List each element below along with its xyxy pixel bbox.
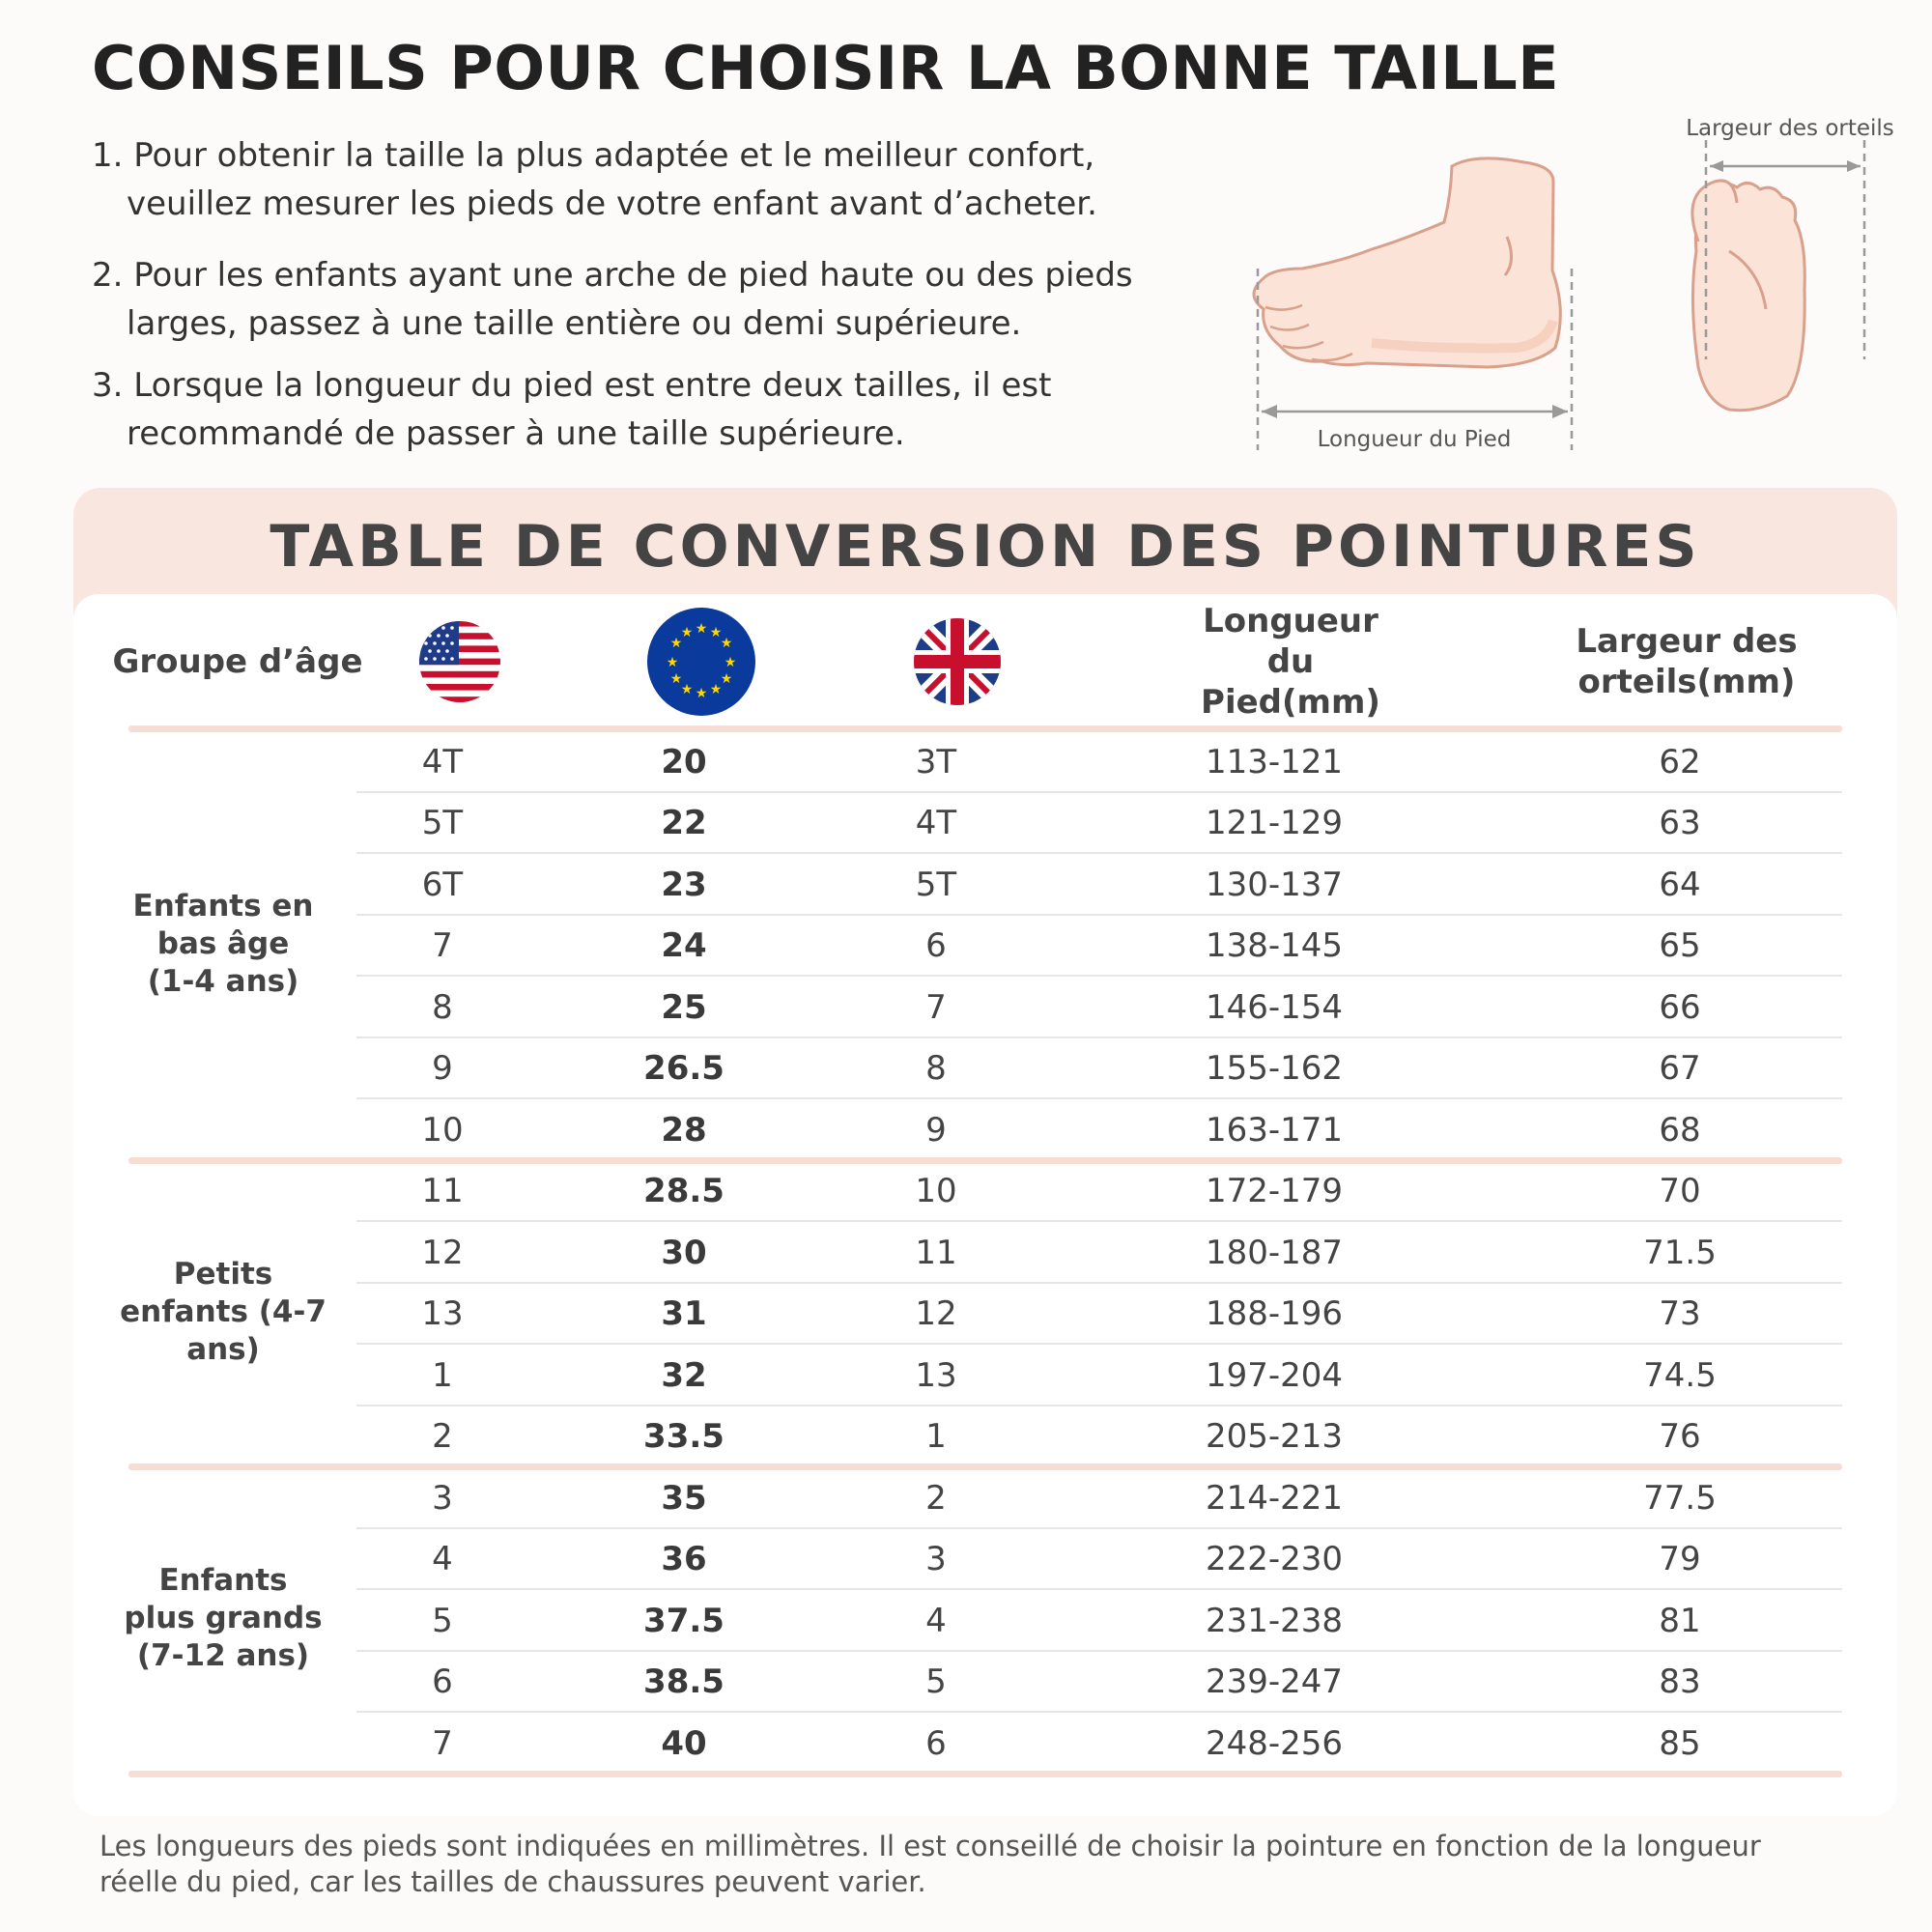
cell-eu: 26.5 (643, 1049, 724, 1088)
svg-text:★: ★ (720, 636, 733, 651)
tips-list (92, 131, 1203, 481)
cell-width: 65 (1659, 926, 1701, 965)
toe-width-label: Largeur des orteils (1686, 116, 1894, 141)
tip-1: 1. Pour obtenir la taille la plus adaptée et le meilleur confort, veuillez mesurer les pieds de votre enfant avant d’acheter. (92, 136, 1097, 223)
cell-us: 3 (432, 1478, 453, 1518)
cell-uk: 6 (925, 926, 947, 965)
cell-length: 121-129 (1205, 804, 1344, 842)
cell-width: 79 (1659, 1540, 1701, 1578)
cell-width: 62 (1659, 742, 1701, 781)
cell-us: 9 (432, 1049, 453, 1088)
cell-width: 85 (1659, 1723, 1701, 1763)
cell-eu: 37.5 (643, 1601, 724, 1640)
cell-us: 6T (421, 865, 464, 904)
cell-width: 73 (1659, 1294, 1701, 1333)
svg-text:★: ★ (666, 655, 679, 670)
header-eu (614, 594, 788, 729)
cell-width: 64 (1659, 865, 1701, 904)
header-uk (870, 594, 1044, 729)
cell-eu: 32 (661, 1355, 707, 1395)
cell-width: 68 (1659, 1110, 1701, 1150)
cell-width: 63 (1659, 804, 1701, 842)
cell-us: 11 (421, 1172, 464, 1210)
tip-3: 3. Lorsque la longueur du pied est entre deux tailles, il est recommandé de passer à une taille supérieure. (92, 366, 1052, 453)
cell-eu: 24 (661, 926, 707, 965)
cell-eu: 38.5 (643, 1662, 724, 1701)
cell-length: 188-196 (1205, 1294, 1344, 1333)
cell-us: 4T (421, 742, 464, 781)
cell-uk: 12 (915, 1294, 957, 1333)
cell-us: 12 (421, 1233, 464, 1272)
cell-eu: 20 (661, 742, 707, 781)
svg-text:★: ★ (680, 682, 694, 697)
cell-eu: 28 (661, 1110, 707, 1150)
group-label (73, 729, 373, 1159)
cell-eu: 28.5 (643, 1172, 724, 1210)
cell-eu: 22 (661, 804, 707, 842)
cell-length: 146-154 (1205, 987, 1344, 1027)
header-foot-length-label: Longueur du Pied(mm) (1201, 602, 1380, 722)
cell-uk: 3T (915, 742, 957, 781)
cell-uk: 9 (925, 1110, 947, 1150)
cell-length: 214-221 (1205, 1478, 1344, 1518)
cell-length: 180-187 (1205, 1233, 1344, 1272)
cell-us: 5T (421, 804, 464, 842)
svg-text:★: ★ (695, 621, 708, 637)
cell-width: 70 (1659, 1172, 1701, 1210)
cell-us: 10 (421, 1110, 464, 1150)
foot-sole-view-icon (1686, 116, 1894, 411)
cell-uk: 13 (915, 1355, 957, 1395)
foot-illustration-icon (1227, 106, 1932, 464)
cell-width: 71.5 (1643, 1233, 1717, 1272)
cell-length: 239-247 (1205, 1662, 1344, 1701)
cell-length: 163-171 (1205, 1110, 1344, 1150)
cell-length: 222-230 (1205, 1540, 1344, 1578)
foot-measurement-diagram (1227, 106, 1932, 464)
svg-text:★: ★ (724, 655, 737, 670)
header-foot-length (1146, 594, 1435, 729)
cell-uk: 3 (925, 1540, 947, 1578)
cell-width: 81 (1659, 1601, 1701, 1640)
footer-note: Les longueurs des pieds sont indiquées en millimètres. Il est conseillé de choisir la pointure en fonction de la longueur réelle du pied, car les tailles de chaussures peuvent varier. (99, 1830, 1761, 1898)
group-label-text: Petits enfants (4-7 ans) (120, 1256, 327, 1367)
cell-length: 155-162 (1205, 1049, 1344, 1088)
cell-us: 7 (432, 926, 453, 965)
svg-text:★: ★ (720, 671, 733, 687)
cell-width: 83 (1659, 1662, 1701, 1701)
svg-text:★: ★ (709, 682, 723, 697)
cell-length: 248-256 (1205, 1723, 1344, 1763)
header-toe-width-label: Largeur des orteils(mm) (1576, 622, 1798, 701)
cell-width: 76 (1659, 1417, 1701, 1456)
table-title: TABLE DE CONVERSION DES POINTURES (270, 513, 1701, 581)
cell-length: 197-204 (1205, 1355, 1344, 1395)
size-table (73, 594, 1897, 1816)
cell-width: 66 (1659, 987, 1701, 1027)
cell-uk: 6 (925, 1723, 947, 1763)
cell-uk: 4T (915, 804, 957, 842)
svg-text:★: ★ (695, 686, 708, 701)
cell-length: 138-145 (1205, 926, 1344, 965)
cell-us: 1 (432, 1355, 453, 1395)
cell-uk: 5T (915, 865, 957, 904)
cell-us: 2 (432, 1417, 453, 1456)
cell-eu: 40 (661, 1723, 707, 1763)
header-toe-width (1522, 594, 1851, 729)
conversion-table-panel (73, 488, 1897, 1816)
svg-text:★: ★ (669, 671, 683, 687)
svg-text:★: ★ (669, 636, 683, 651)
header-us (373, 594, 547, 729)
cell-uk: 8 (925, 1049, 947, 1088)
cell-us: 13 (421, 1294, 464, 1333)
cell-uk: 4 (925, 1601, 947, 1640)
cell-us: 4 (432, 1540, 453, 1578)
foot-length-label: Longueur du Pied (1317, 427, 1512, 452)
cell-uk: 7 (925, 987, 947, 1027)
eu-flag-icon (646, 607, 756, 717)
cell-eu: 25 (661, 987, 707, 1027)
cell-us: 7 (432, 1723, 453, 1763)
uk-flag-icon (913, 617, 1002, 706)
cell-us: 8 (432, 987, 453, 1027)
cell-length: 205-213 (1205, 1417, 1344, 1456)
cell-eu: 31 (661, 1294, 707, 1333)
group-separator (128, 1771, 1842, 1777)
us-flag-icon (418, 620, 501, 703)
cell-uk: 11 (915, 1233, 957, 1272)
cell-uk: 5 (925, 1662, 947, 1701)
cell-width: 77.5 (1643, 1478, 1717, 1518)
cell-eu: 23 (661, 865, 707, 904)
cell-length: 130-137 (1205, 865, 1344, 904)
cell-eu: 35 (661, 1478, 707, 1518)
svg-text:★: ★ (709, 625, 723, 640)
cell-width: 74.5 (1643, 1355, 1717, 1395)
group-label-text: Enfants plus grands (7-12 ans) (124, 1563, 323, 1674)
cell-uk: 10 (915, 1172, 957, 1210)
cell-us: 6 (432, 1662, 453, 1701)
svg-text:★: ★ (680, 625, 694, 640)
header-age-group-label: Groupe d’âge (112, 642, 363, 681)
group-label-text: Enfants en bas âge (1-4 ans) (132, 888, 314, 999)
cell-us: 5 (432, 1601, 453, 1640)
cell-eu: 30 (661, 1233, 707, 1272)
header-age-group (102, 594, 373, 729)
cell-eu: 36 (661, 1540, 707, 1578)
page-title: CONSEILS POUR CHOISIR LA BONNE TAILLE (92, 33, 1560, 103)
group-label (73, 1159, 373, 1466)
foot-side-view-icon (1254, 158, 1572, 452)
cell-length: 231-238 (1205, 1601, 1344, 1640)
cell-eu: 33.5 (643, 1417, 724, 1456)
cell-uk: 1 (925, 1417, 947, 1456)
tip-2: 2. Pour les enfants ayant une arche de pied haute ou des pieds larges, passez à une taille entière ou demi supérieure. (92, 256, 1133, 343)
cell-width: 67 (1659, 1049, 1701, 1088)
cell-length: 113-121 (1205, 742, 1344, 781)
cell-length: 172-179 (1205, 1172, 1344, 1210)
cell-uk: 2 (925, 1478, 947, 1518)
group-label (73, 1465, 373, 1773)
